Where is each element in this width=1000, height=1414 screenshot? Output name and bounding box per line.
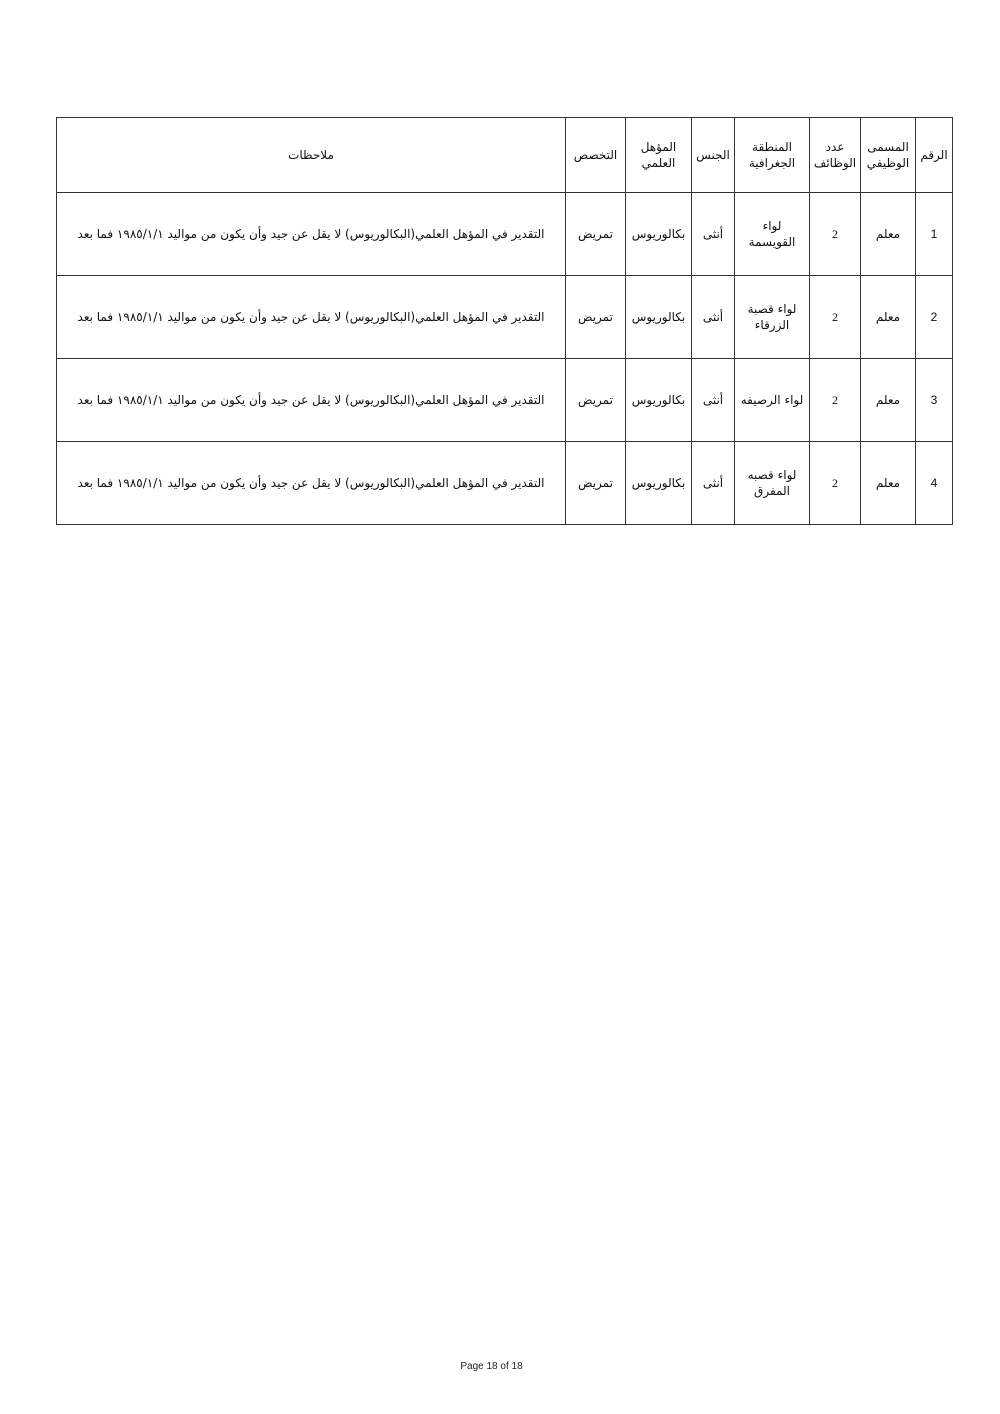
header-job-count: عدد الوظائف [810,118,861,193]
row-job-count: 2 [810,359,861,442]
row-job-count: 2 [810,193,861,276]
row-notes: التقدير في المؤهل العلمي(البكالوريوس) لا يقل عن جيد وأن يكون من مواليد ١٩٨٥/١/١ فما بعد [57,276,566,359]
row-region: لواء الرصيفه [735,359,810,442]
header-qualification: المؤهل العلمي [626,118,692,193]
row-specialty: تمريض [566,442,626,525]
row-qualification: بكالوريوس [626,276,692,359]
row-specialty: تمريض [566,359,626,442]
row-notes: التقدير في المؤهل العلمي(البكالوريوس) لا يقل عن جيد وأن يكون من مواليد ١٩٨٥/١/١ فما بعد [57,193,566,276]
row-num: 2 [916,276,953,359]
header-gender: الجنس [692,118,735,193]
row-job-title: معلم [861,276,916,359]
row-num: 1 [916,193,953,276]
table-row [57,276,953,359]
row-num: 4 [916,442,953,525]
row-region: لواء قصبه المفرق [735,442,810,525]
row-job-title: معلم [861,193,916,276]
row-gender: أنثى [692,359,735,442]
row-job-title: معلم [861,359,916,442]
header-specialty: التخصص [566,118,626,193]
row-specialty: تمريض [566,276,626,359]
vacancies-table [56,117,953,525]
header-job-title: المسمى الوظيفي [861,118,916,193]
table-row [57,359,953,442]
table-row [57,442,953,525]
header-num: الرقم [916,118,953,193]
row-notes: التقدير في المؤهل العلمي(البكالوريوس) لا يقل عن جيد وأن يكون من مواليد ١٩٨٥/١/١ فما بعد [57,442,566,525]
row-gender: أنثى [692,442,735,525]
header-notes: ملاحظات [57,118,566,193]
row-region: لواء القويسمة [735,193,810,276]
table-row [57,193,953,276]
row-specialty: تمريض [566,193,626,276]
row-gender: أنثى [692,193,735,276]
table-body [57,193,953,525]
row-job-title: معلم [861,442,916,525]
header-row [57,118,953,193]
row-gender: أنثى [692,276,735,359]
row-job-count: 2 [810,442,861,525]
row-num: 3 [916,359,953,442]
row-region: لواء قصبة الزرقاء [735,276,810,359]
table-header [57,118,953,193]
row-job-count: 2 [810,276,861,359]
row-qualification: بكالوريوس [626,193,692,276]
row-qualification: بكالوريوس [626,442,692,525]
page-number-footer: Page 18 of 18 [460,1361,523,1372]
header-region: المنطقة الجغرافية [735,118,810,193]
row-notes: التقدير في المؤهل العلمي(البكالوريوس) لا يقل عن جيد وأن يكون من مواليد ١٩٨٥/١/١ فما بعد [57,359,566,442]
row-qualification: بكالوريوس [626,359,692,442]
